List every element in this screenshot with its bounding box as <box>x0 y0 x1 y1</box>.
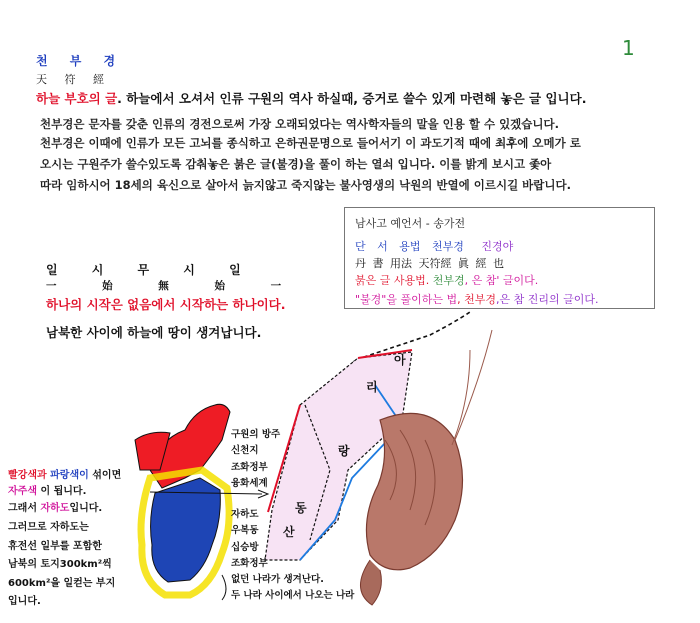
mid-top-3: 조화정부 <box>231 462 268 473</box>
box-line-4: "불경"을 풀이하는 법, 천부경,은 참 진리의 글이다. <box>355 293 599 306</box>
paragraph-line-1: 천부경은 문자를 갖춘 인류의 경전으로써 가장 오래되었다는 역사학자들의 말을 인용 할 수 있겠습니다. <box>40 117 559 131</box>
left-note-line-4: 그러므로 자하도는 <box>8 522 89 533</box>
verse-meaning: 하나의 시작은 없음에서 시작하는 하나이다. <box>46 297 286 312</box>
mid-top-2: 신천지 <box>231 445 259 456</box>
box-line-1: 단 서 용법 천부경 진경야 <box>355 240 514 253</box>
map-label-san: 산 <box>283 525 295 539</box>
map-label-ri: 리 <box>366 380 378 394</box>
box-line-3: 붉은 글 사용법. 천부경, 은 참' 글이다. <box>355 274 539 287</box>
mid-bottom-5: 없던 나라가 생겨난다. <box>231 574 324 585</box>
mid-top-4: 융화세계 <box>231 478 268 489</box>
paragraph-line-2: 천부경은 이때에 인류가 모든 고뇌를 종식하고 은하권문명으로 들어서기 이 과도기적 때에 최후에 오메가 로 <box>40 136 581 150</box>
prophecy-box <box>344 207 655 309</box>
left-note-line-7: 600km²을 일컫는 부지 <box>8 578 116 589</box>
intro-line <box>36 89 586 107</box>
box-line-2: 丹 書 用法 天符經 眞 經 也 <box>355 257 504 270</box>
box-header: 남사고 예언서 - 송가전 <box>355 217 466 230</box>
verse-note: 남북한 사이에 하늘에 땅이 생겨납니다. <box>46 325 262 340</box>
left-note-line-6: 남북의 토지300km²씩 <box>8 559 112 570</box>
mid-top-1: 구원의 방주 <box>231 429 281 440</box>
mid-bottom-6: 두 나라 사이에서 나오는 나라 <box>231 590 355 601</box>
verse-korean: 일 시 무 시 일 <box>46 263 241 277</box>
title-hanja: 天 符 經 <box>36 73 104 86</box>
mid-bottom-2: 우복동 <box>231 525 259 536</box>
mid-bottom-3: 십승방 <box>231 542 259 553</box>
map-label-a: 아 <box>394 353 406 367</box>
mid-bottom-1: 자하도 <box>231 509 259 520</box>
left-note-line-8: 입니다. <box>8 596 41 607</box>
intro-text: . 하늘에서 오셔서 인류 구원의 역사 하실때, 증거로 쓸수 있게 마련해 놓은 글 입니다. <box>117 91 587 106</box>
left-note-line-5: 휴전선 일부를 포함한 <box>8 541 102 552</box>
intro-highlight: 하늘 부호의 글 <box>36 91 118 106</box>
page-number: 1 <box>622 36 635 60</box>
left-note-line-1: 빨강색과 파랑색이 섞이면 <box>8 470 122 481</box>
paragraph-line-3: 오시는 구원주가 쓸수있도록 감춰놓은 붉은 글(불경)을 풀이 하는 열쇠 입니다. 이를 밝게 보시고 좇아 <box>40 157 552 171</box>
left-note-line-3: 그래서 자하도입니다. <box>8 503 103 514</box>
title-korean: 천 부 경 <box>36 54 116 68</box>
verse-hanja: 一 始 無 始 一 <box>46 280 282 292</box>
paragraph-line-4: 따라 임하시어 18세의 육신으로 살아서 늙지않고 죽지않는 불사영생의 낙원의 반열에 이르시길 바랍니다. <box>40 178 571 192</box>
map-label-rang: 랑 <box>338 444 350 458</box>
mid-bottom-4: 조화정부 <box>231 558 268 569</box>
map-label-dong: 동 <box>295 501 307 515</box>
left-note-line-2: 자주색 이 됩니다. <box>8 486 87 497</box>
